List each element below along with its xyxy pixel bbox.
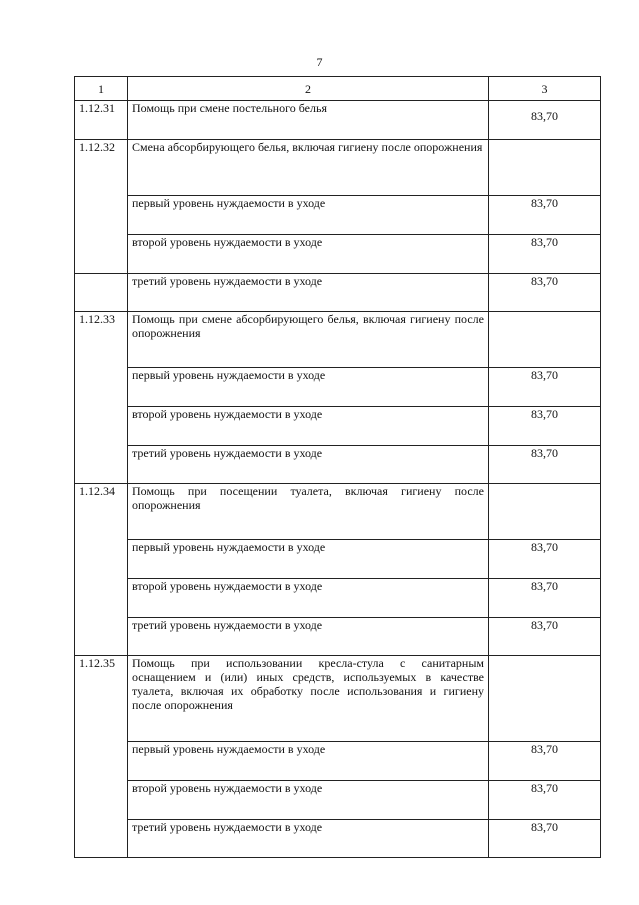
service-price: 83,70: [489, 446, 601, 484]
service-name: Смена абсорбирующего белья, включая гигиену после опорожнения: [128, 140, 489, 196]
column-header-service: 2: [128, 77, 489, 101]
table-row: [75, 579, 601, 618]
service-price: [489, 140, 601, 196]
row-number: 1.12.35: [75, 656, 128, 858]
table-row: [75, 618, 601, 656]
service-price: 83,70: [489, 540, 601, 579]
table-row: [75, 407, 601, 446]
service-price: 83,70: [489, 101, 601, 140]
table-row: [75, 101, 601, 140]
table-row: [75, 235, 601, 274]
table-row: [75, 781, 601, 820]
service-price: 83,70: [489, 820, 601, 858]
service-price: 83,70: [489, 196, 601, 235]
table-row: [75, 656, 601, 742]
care-level-label: третий уровень нуждаемости в уходе: [128, 274, 489, 312]
table-row: [75, 484, 601, 540]
service-price: 83,70: [489, 235, 601, 274]
service-price: 83,70: [489, 579, 601, 618]
service-price: [489, 656, 601, 742]
care-level-label: второй уровень нуждаемости в уходе: [128, 235, 489, 274]
table-row: [75, 196, 601, 235]
service-price: [489, 312, 601, 368]
care-level-label: второй уровень нуждаемости в уходе: [128, 407, 489, 446]
care-level-label: первый уровень нуждаемости в уходе: [128, 540, 489, 579]
care-level-label: первый уровень нуждаемости в уходе: [128, 196, 489, 235]
row-number: [75, 274, 128, 312]
care-level-label: третий уровень нуждаемости в уходе: [128, 618, 489, 656]
table-row: [75, 368, 601, 407]
care-level-label: первый уровень нуждаемости в уходе: [128, 368, 489, 407]
services-table: [74, 76, 601, 858]
table-row: [75, 312, 601, 368]
care-level-label: третий уровень нуждаемости в уходе: [128, 820, 489, 858]
row-number: 1.12.32: [75, 140, 128, 274]
service-price: 83,70: [489, 742, 601, 781]
table-row: [75, 140, 601, 196]
care-level-label: второй уровень нуждаемости в уходе: [128, 579, 489, 618]
table-row: [75, 820, 601, 858]
service-price: 83,70: [489, 407, 601, 446]
care-level-label: второй уровень нуждаемости в уходе: [128, 781, 489, 820]
table-row: [75, 540, 601, 579]
service-name: Помощь при использовании кресла-стула с санитарным оснащением и (или) иных средств, используемых в качестве туалета, включая их обработку после использования и гигиену после опорожнения: [128, 656, 489, 742]
table-row: [75, 742, 601, 781]
table-row: [75, 274, 601, 312]
row-number: 1.12.31: [75, 101, 128, 140]
service-name: Помощь при смене постельного белья: [128, 101, 489, 140]
column-header-price: 3: [489, 77, 601, 101]
service-name: Помощь при смене абсорбирующего белья, включая гигиену после опорожнения: [128, 312, 489, 368]
row-number: 1.12.33: [75, 312, 128, 484]
table-row: [75, 446, 601, 484]
service-price: [489, 484, 601, 540]
service-price: 83,70: [489, 368, 601, 407]
care-level-label: первый уровень нуждаемости в уходе: [128, 742, 489, 781]
row-number: 1.12.34: [75, 484, 128, 656]
service-price: 83,70: [489, 618, 601, 656]
table-header-row: [75, 77, 601, 101]
service-price: 83,70: [489, 781, 601, 820]
column-header-number: 1: [75, 77, 128, 101]
care-level-label: третий уровень нуждаемости в уходе: [128, 446, 489, 484]
service-name: Помощь при посещении туалета, включая гигиену после опорожнения: [128, 484, 489, 540]
service-price: 83,70: [489, 274, 601, 312]
page-number: 7: [316, 55, 323, 69]
